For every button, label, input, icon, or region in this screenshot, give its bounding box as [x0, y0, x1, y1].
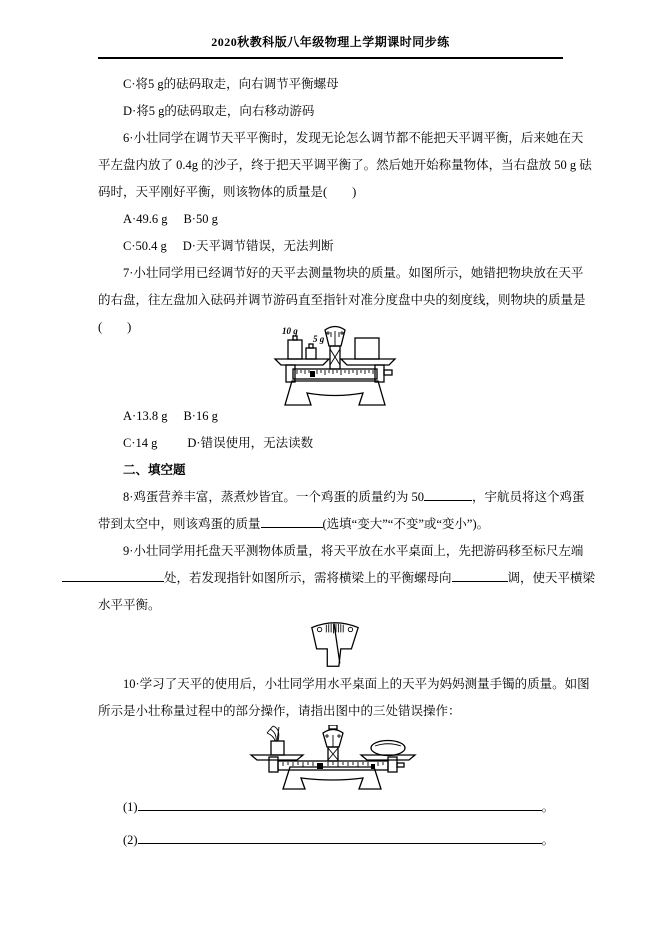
pointer-dial-figure-q9: [98, 619, 572, 671]
right-beam-support: [388, 757, 397, 772]
q7-option-c: C·14 g: [123, 436, 158, 450]
question-10-line-1: 10·学习了天平的使用后，小壮同学用水平桌面上的天平为妈妈测量手镯的质量。如图: [123, 677, 590, 691]
weight-10g-label: 10 g: [282, 326, 298, 336]
bracelet-inner-line: [375, 744, 401, 746]
q7-option-b: B·16 g: [183, 409, 218, 423]
question-6-line-3: 码时，天平刚好平衡，则该物体的质量是( ): [98, 185, 357, 199]
dial-cap: [329, 725, 337, 729]
q6-option-c: C·50.4 g: [123, 239, 167, 253]
answer-blank-underline: [138, 830, 542, 844]
worksheet-content: [98, 59, 596, 857]
q6-option-b: B·50 g: [183, 212, 218, 226]
answer-2-label: (2): [123, 833, 138, 847]
dial-screw-left: [325, 735, 327, 737]
balance-with-hand-drawing: [243, 725, 428, 791]
prev-option-c: C·将5 g的砝码取走，向右调节平衡螺母: [123, 77, 339, 91]
right-pan: [341, 359, 395, 365]
question-6-line-2: 平左盘内放了 0.4g 的沙子，终于把天平调平衡了。然后她开始称量物体，当右盘放 50 g 砝: [98, 158, 592, 172]
question-6-options-row-2: [98, 233, 572, 260]
answer-blank-underline: [138, 797, 542, 811]
question-9-line-1: 9·小壮同学用托盘天平测物体质量，将天平放在水平桌面上，先把游码移至标尺左端: [123, 544, 584, 558]
ruler-ticks: [283, 762, 383, 767]
question-7-options-row-2: [98, 430, 572, 457]
question-7-options-row-1: [98, 403, 572, 430]
q7-option-a: A·13.8 g: [123, 409, 168, 423]
balance-figure-q7: [98, 326, 572, 403]
question-8-line-1: [98, 484, 585, 511]
weight-5g-label: 5 g: [313, 334, 325, 344]
hand-placing-object: [267, 726, 279, 741]
question-7-line-3: ( ): [98, 320, 132, 334]
answer-2-period: 。: [541, 833, 555, 847]
dial-screw-right: [337, 735, 339, 737]
object-block: [355, 338, 379, 359]
dial-pointer: [334, 624, 340, 664]
q8-text-post: ，宇航员将这个鸡蛋: [472, 490, 585, 504]
rider-mark: [371, 764, 375, 769]
dial-screw-left: [327, 332, 329, 334]
column-brace: [330, 349, 340, 365]
blank-underline: [452, 568, 508, 582]
ruler-ticks: [297, 370, 373, 375]
dial-ticks: [331, 331, 339, 337]
adjustment-screw: [397, 763, 404, 767]
adjustment-screw: [384, 370, 392, 375]
question-6-line-1: 6·小壮同学在调节天平平衡时，发现无论怎么调节都不能把天平调平衡，后来她在天: [123, 131, 584, 145]
blank-underline: [261, 514, 323, 528]
question-7-line-2: 的右盘，往左盘加入砝码并调节游码直至指针对准分度盘中央的刻度线，则物块的质量是: [98, 293, 586, 307]
weight-10g: [288, 340, 302, 359]
balance-figure-q10: [98, 725, 572, 791]
q9-text-post: 调，使天平横梁: [507, 571, 596, 585]
rider-weight: [317, 763, 323, 769]
cup-object: [271, 741, 284, 755]
q9-text-mid: 处，若发现指针如图所示，需将横梁上的平衡螺母向: [164, 571, 452, 585]
dial-screw-right: [341, 332, 343, 334]
bracelet-object: [371, 741, 405, 756]
column-brace: [328, 748, 338, 760]
answer-1-period: 。: [541, 800, 555, 814]
dial-drawing: [304, 616, 366, 672]
q6-option-d: D·天平调节错误，无法判断: [182, 239, 334, 253]
left-pan: [275, 359, 329, 365]
rider-weight: [310, 371, 315, 377]
weight-10g-knob: [293, 336, 297, 340]
question-10-line-2: 所示是小壮称量过程中的部分操作，请指出图中的三处错误操作：: [98, 704, 461, 718]
question-7-line-1: 7·小壮同学用已经调节好的天平去测量物块的质量。如图所示，她错把物块放在天平: [123, 266, 584, 280]
page-title: 2020秋教科版八年级物理上学期课时同步练: [211, 35, 450, 49]
answer-line-1: [98, 791, 572, 824]
q7-option-d: D·错误使用，无法读数: [187, 436, 314, 450]
question-9-line-3: 水平平衡。: [98, 598, 161, 612]
q8-text-pre: 8·鸡蛋营养丰富，蒸煮炒皆宜。一个鸡蛋的质量约为 50: [123, 490, 425, 504]
dial-screw-left: [317, 627, 321, 631]
weight-5g: [306, 348, 316, 359]
balance-base: [285, 381, 385, 405]
q8-text2-pre: 带到太空中，则该鸡蛋的质量: [98, 517, 261, 531]
answer-1-label: (1): [123, 800, 138, 814]
prev-option-d: D·将5 g的砝码取走，向右移动游码: [123, 104, 315, 118]
answer-line-2: [98, 824, 572, 857]
question-9-line-2: [98, 565, 596, 592]
weight-5g-knob: [309, 344, 313, 348]
blank-underline: [424, 487, 472, 501]
question-6-options-row-1: [98, 206, 572, 233]
q6-option-a: A·49.6 g: [123, 212, 168, 226]
q8-text2-post: (选填“变大”“不变”或“变小”)。: [322, 517, 490, 531]
dial-screw-right: [348, 627, 352, 631]
blank-underline: [62, 568, 164, 582]
left-beam-support: [269, 757, 278, 772]
balance-scale-drawing: [269, 323, 401, 407]
question-8-line-2: [98, 511, 572, 538]
section-2-title: 二、填空题: [123, 463, 186, 477]
beam-ruler: [293, 369, 377, 379]
